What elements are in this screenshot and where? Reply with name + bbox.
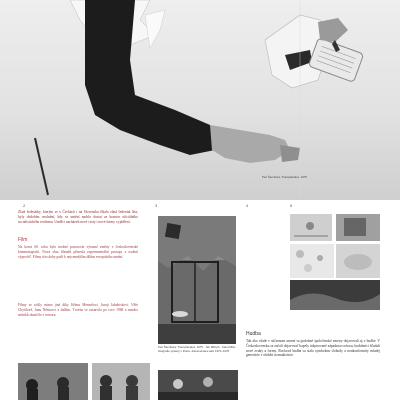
page-number: 3 <box>155 203 158 208</box>
film-paragraph-2: Filmy se točily mimo jiné díky Jiřímu Menzelovi, Juraji Jakubiskovi, Věře Chytilové, Janu Němcovi a dalším. Tvorba se zastavila po roce 1968 a mnoho snímků skončilo v trezoru. <box>18 303 138 317</box>
right-photo-2 <box>336 214 380 241</box>
document-page <box>0 200 400 400</box>
section-heading-music: Hudba <box>246 331 261 337</box>
right-photo-1-image <box>290 214 332 241</box>
page-number: 2 <box>23 203 26 208</box>
right-photo-4 <box>336 244 380 278</box>
page-number: 4 <box>246 203 249 208</box>
right-photo-5 <box>290 280 380 310</box>
right-photo-2-image <box>336 214 380 241</box>
right-photo-3-image <box>290 244 334 278</box>
bottom-photo-2-image <box>92 363 150 400</box>
bottom-photo-3 <box>158 370 238 400</box>
page-number: 5 <box>290 203 293 208</box>
music-paragraph: Tak ako všade v súčasnom umení sa podobné spoločenské zmeny objavovali aj v hudbe. V Československu sa začali objavovať kapely inšpirované západnou scénou, hudobníci hľadali nové zvuky a formy. Rocková hudba sa stala symbolom slobody a nonkonformity mladej generácie v období normalizácie. <box>246 339 380 358</box>
bottom-photo-3-image <box>158 370 238 400</box>
film-paragraph: Na konci 60. roku bylo možné pozorovat výrazné změny v československé kinematografii. Nová vlna filmařů přinesla experimentální postupy a osobní výpověď. Filmy této doby patří k nejcennějším dílům evropského umění. <box>18 245 138 259</box>
right-photo-1 <box>290 214 332 241</box>
right-photo-3 <box>290 244 334 278</box>
middle-caption: Petr Štembera: Transplantace, 1975 · Jan Mlčoch · Karel Miler · fotografie výstavy v Praze, dokumentace akcí 1970–1978 <box>158 345 238 353</box>
right-photo-4-image <box>336 244 380 278</box>
greenhouse-image <box>158 216 236 344</box>
section-heading-film: Film <box>18 237 28 243</box>
hero-caption: Petr Štembera, Transplantace, 1975 <box>262 175 307 179</box>
right-photo-5-image <box>290 280 380 310</box>
intro-paragraph: Zlaté šedesátky, kterým se v Čechách i na Slovensku říkalo zlatá šedesátá léta, byly obdobím uvolnění, kdy se umění mohlo dostat za hranice oficiálního socialistického realismu. Umělci nacházeli nové cesty i nové formy vyjádření. <box>18 210 138 224</box>
greenhouse-photo <box>158 216 236 344</box>
bottom-photo-1-image <box>18 363 88 400</box>
bottom-photo-1 <box>18 363 88 400</box>
bottom-photo-2 <box>92 363 150 400</box>
